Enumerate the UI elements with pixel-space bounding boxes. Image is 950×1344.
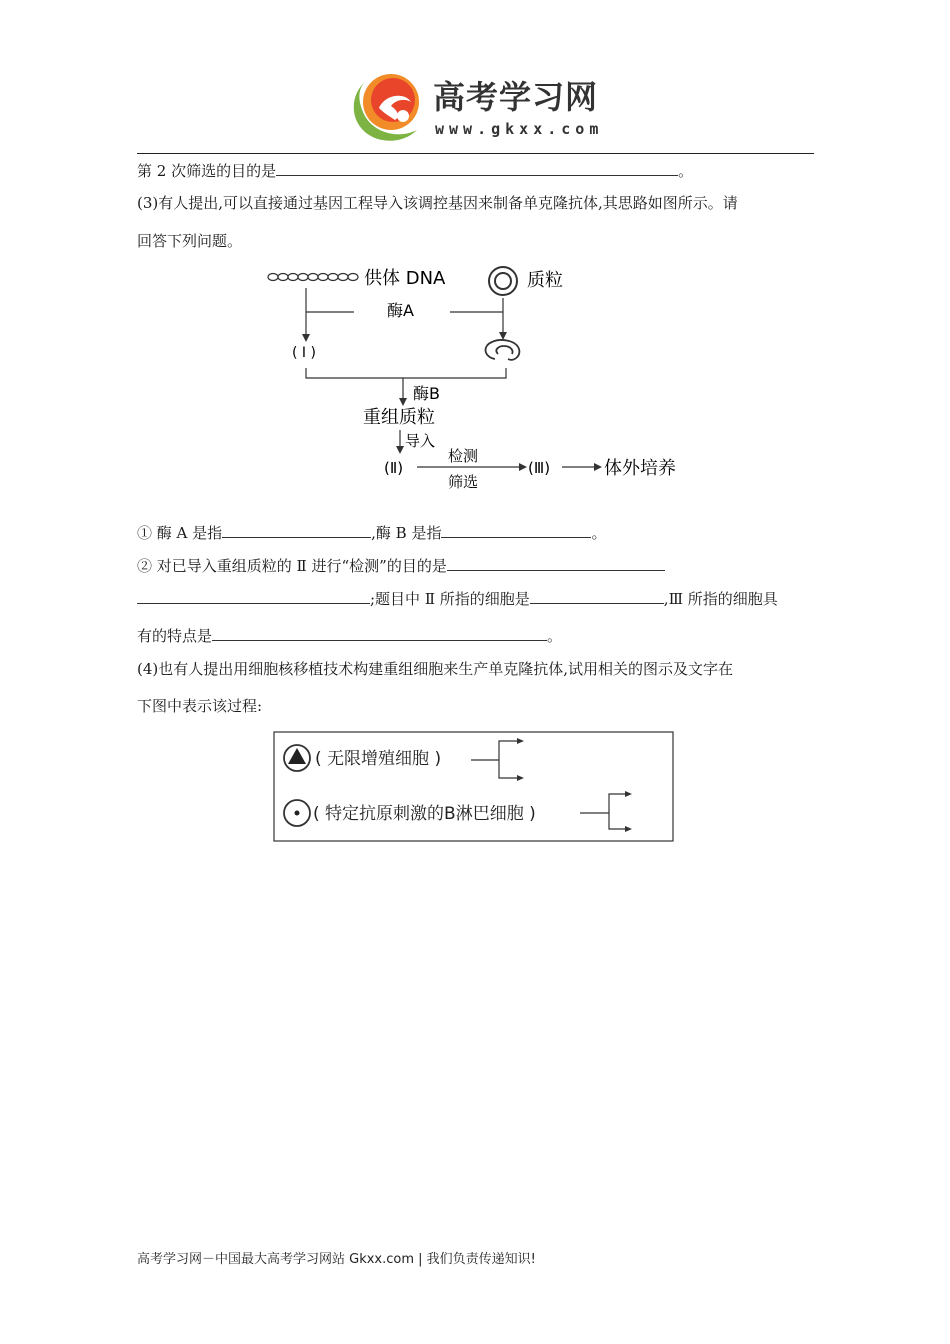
nuclear-transfer-diagram xyxy=(273,731,675,843)
answer-blank-cell-iii-feature[interactable] xyxy=(212,625,547,641)
answer-blank-detect-purpose-cont[interactable] xyxy=(137,588,370,604)
question-text: ,Ⅲ 所指的细胞具 xyxy=(663,590,778,608)
question-4-line-1: (4)也有人提出用细胞核移植技术构建重组细胞来生产单克隆抗体,试用相关的图示及文字在 xyxy=(137,660,734,678)
answer-blank-detect-purpose[interactable] xyxy=(447,555,665,571)
label-iii: (Ⅲ) xyxy=(528,459,551,477)
question-text: ;题目中 Ⅱ 所指的细胞是 xyxy=(370,590,530,608)
answer-blank[interactable] xyxy=(276,160,678,176)
question-3-line-2: 回答下列问题。 xyxy=(137,232,243,250)
page-footer: 高考学习网－中国最大高考学习网站 Gkxx.com | 我们负责传递知识! xyxy=(137,1252,536,1267)
cut-plasmid-icon xyxy=(486,340,520,360)
question-3-sub-2-cont xyxy=(137,588,778,609)
question-text: 。 xyxy=(547,627,563,645)
dna-chain-icon xyxy=(268,274,358,281)
question-text: ② 对已导入重组质粒的 Ⅱ 进行“检测”的目的是 xyxy=(137,557,447,575)
cell-1-label: ( 无限增殖细胞 ) xyxy=(315,749,442,769)
question-line xyxy=(137,160,693,181)
recombinant-plasmid-label: 重组质粒 xyxy=(363,407,435,428)
logo-url: www.gkxx.com xyxy=(435,120,604,138)
question-text: 。 xyxy=(591,524,607,542)
plasmid-icon xyxy=(489,267,517,295)
question-text: 。 xyxy=(678,162,694,180)
question-3-sub-1 xyxy=(137,522,606,543)
question-text: ,酶 B 是指 xyxy=(371,524,442,542)
site-logo xyxy=(345,66,615,146)
detect-label: 检测 xyxy=(448,447,479,465)
label-ii: (Ⅱ) xyxy=(384,459,404,477)
question-3-sub-2 xyxy=(137,555,665,576)
logo-emblem-icon xyxy=(345,66,433,146)
enzyme-a-label: 酶A xyxy=(387,301,414,320)
donor-dna-label: 供体 DNA xyxy=(364,268,446,289)
screen-label: 筛选 xyxy=(448,473,479,491)
answer-blank-enzyme-a[interactable] xyxy=(222,522,371,538)
answer-blank-cell-ii[interactable] xyxy=(530,588,664,604)
question-3-sub-2-end xyxy=(137,625,562,646)
cell-2-label: ( 特定抗原刺激的B淋巴细胞 ) xyxy=(313,804,536,824)
question-4-line-2: 下图中表示该过程: xyxy=(137,697,263,715)
in-vitro-culture-label: 体外培养 xyxy=(604,458,676,479)
answer-blank-enzyme-b[interactable] xyxy=(441,522,591,538)
plasmid-label: 质粒 xyxy=(527,270,563,291)
logo-name: 高考学习网 xyxy=(433,78,599,116)
question-text: ① 酶 A 是指 xyxy=(137,524,223,542)
import-label: 导入 xyxy=(405,432,436,450)
header-rule xyxy=(137,153,814,154)
question-text: 有的特点是 xyxy=(137,627,213,645)
enzyme-b-label: 酶B xyxy=(413,384,440,403)
question-3-line-1: (3)有人提出,可以直接通过基因工程导入该调控基因来制备单克隆抗体,其思路如图所示。请 xyxy=(137,194,738,212)
genetic-engineering-diagram xyxy=(260,262,700,498)
label-i: ( Ⅰ ) xyxy=(292,345,316,361)
question-text: 第 2 次筛选的目的是 xyxy=(137,162,277,180)
